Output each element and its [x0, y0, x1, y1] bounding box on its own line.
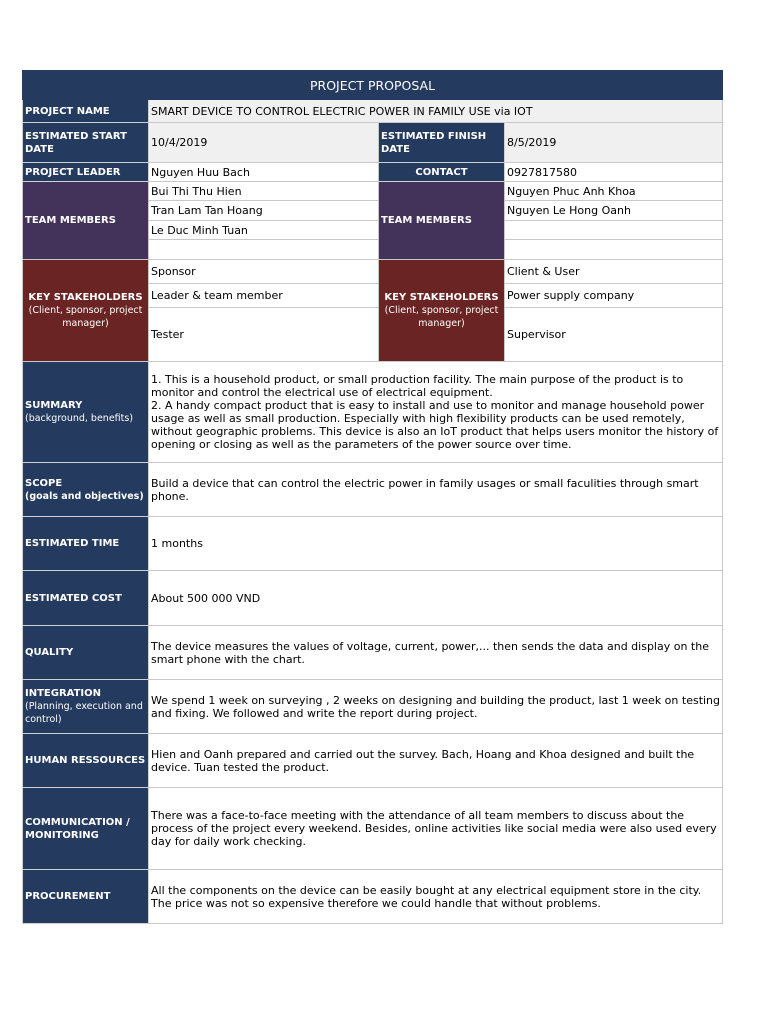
- scope-value: Build a device that can control the electric power in family usages or small faculities through smart phone.: [149, 463, 723, 517]
- finish-date-value: 8/5/2019: [505, 123, 723, 163]
- project-name-value: SMART DEVICE TO CONTROL ELECTRIC POWER IN FAMILY USE via IOT: [149, 100, 723, 123]
- estimated-cost-value: About 500 000 VND: [149, 571, 723, 626]
- summary-title: SUMMARY: [25, 400, 83, 411]
- team-member: Le Duc Minh Tuan: [149, 221, 379, 240]
- communication-value: There was a face-to-face meeting with the attendance of all team members to discuss about the process of the project every weekend. Besides, online activities like social media were also used every day for daily work checking.: [149, 788, 723, 870]
- estimated-cost-label: ESTIMATED COST: [23, 571, 149, 626]
- human-resources-value: Hien and Oanh prepared and carried out the survey. Bach, Hoang and Khoa designed and built the device. Tuan tested the product.: [149, 734, 723, 788]
- scope-label: [23, 463, 149, 517]
- project-leader-label: PROJECT LEADER: [23, 163, 149, 182]
- stakeholder: Tester: [149, 308, 379, 362]
- procurement-label: PROCUREMENT: [23, 870, 149, 924]
- summary-label: [23, 362, 149, 463]
- project-name-label: PROJECT NAME: [23, 100, 149, 123]
- start-date-value: 10/4/2019: [149, 123, 379, 163]
- scope-title: SCOPE: [25, 477, 63, 489]
- key-stakeholders-left: [23, 260, 149, 362]
- team-member: Bui Thi Thu Hien: [149, 182, 379, 201]
- stakeholder: Sponsor: [149, 260, 379, 284]
- integration-value: We spend 1 week on surveying , 2 weeks on designing and building the product, last 1 week on testing and fixing. We followed and write the report during project.: [149, 680, 723, 734]
- estimated-time-label: ESTIMATED TIME: [23, 517, 149, 571]
- team-members-label-left: TEAM MEMBERS: [23, 182, 149, 260]
- procurement-value: All the components on the device can be easily bought at any electrical equipment store in the city. The price was not so expensive therefore we could handle that without problems.: [149, 870, 723, 924]
- scope-sublabel: (goals and objectives): [25, 490, 144, 502]
- stakeholders-sublabel: (Client, sponsor, project manager): [384, 305, 499, 329]
- team-member: [505, 221, 723, 240]
- integration-sublabel: (Planning, execution and control): [25, 701, 143, 725]
- finish-date-label: ESTIMATED FINISH DATE: [379, 123, 505, 163]
- stakeholder: Client & User: [505, 260, 723, 284]
- page-title: PROJECT PROPOSAL: [23, 71, 723, 100]
- proposal-table: [22, 70, 723, 924]
- team-member: [505, 240, 723, 260]
- quality-label: QUALITY: [23, 626, 149, 680]
- team-member: [149, 240, 379, 260]
- summary-value: 1. This is a household product, or small production facility. The main purpose of the product is to monitor and control the electrical use of electrical equipment. 2. A handy compact product that is easy to install and use to monitor and manage household power usage as well as small production. Especially with high flexibility products can be used remotely, without geographic problems. This device is also an IoT product that helps users monitor the history of opening or closing as well as the parameters of the power source over time.: [149, 362, 723, 463]
- integration-label: [23, 680, 149, 734]
- team-member: Tran Lam Tan Hoang: [149, 201, 379, 221]
- team-members-label-right: TEAM MEMBERS: [379, 182, 505, 260]
- stakeholder: Supervisor: [505, 308, 723, 362]
- quality-value: The device measures the values of voltage, current, power,... then sends the data and display on the smart phone with the chart.: [149, 626, 723, 680]
- start-date-label: ESTIMATED START DATE: [23, 123, 149, 163]
- contact-label: CONTACT: [379, 163, 505, 182]
- key-stakeholders-right: [379, 260, 505, 362]
- summary-sublabel: (background, benefits): [25, 413, 134, 424]
- stakeholders-label: KEY STAKEHOLDERS: [28, 292, 143, 303]
- estimated-time-value: 1 months: [149, 517, 723, 571]
- integration-title: INTEGRATION: [25, 688, 102, 699]
- stakeholder: Leader & team member: [149, 284, 379, 308]
- stakeholders-label: KEY STAKEHOLDERS: [384, 292, 499, 303]
- contact-value: 0927817580: [505, 163, 723, 182]
- project-leader-value: Nguyen Huu Bach: [149, 163, 379, 182]
- human-resources-label: HUMAN RESSOURCES: [23, 734, 149, 788]
- stakeholders-sublabel: (Client, sponsor, project manager): [28, 305, 143, 329]
- communication-label: COMMUNICATION / MONITORING: [23, 788, 149, 870]
- team-member: Nguyen Le Hong Oanh: [505, 201, 723, 221]
- stakeholder: Power supply company: [505, 284, 723, 308]
- team-member: Nguyen Phuc Anh Khoa: [505, 182, 723, 201]
